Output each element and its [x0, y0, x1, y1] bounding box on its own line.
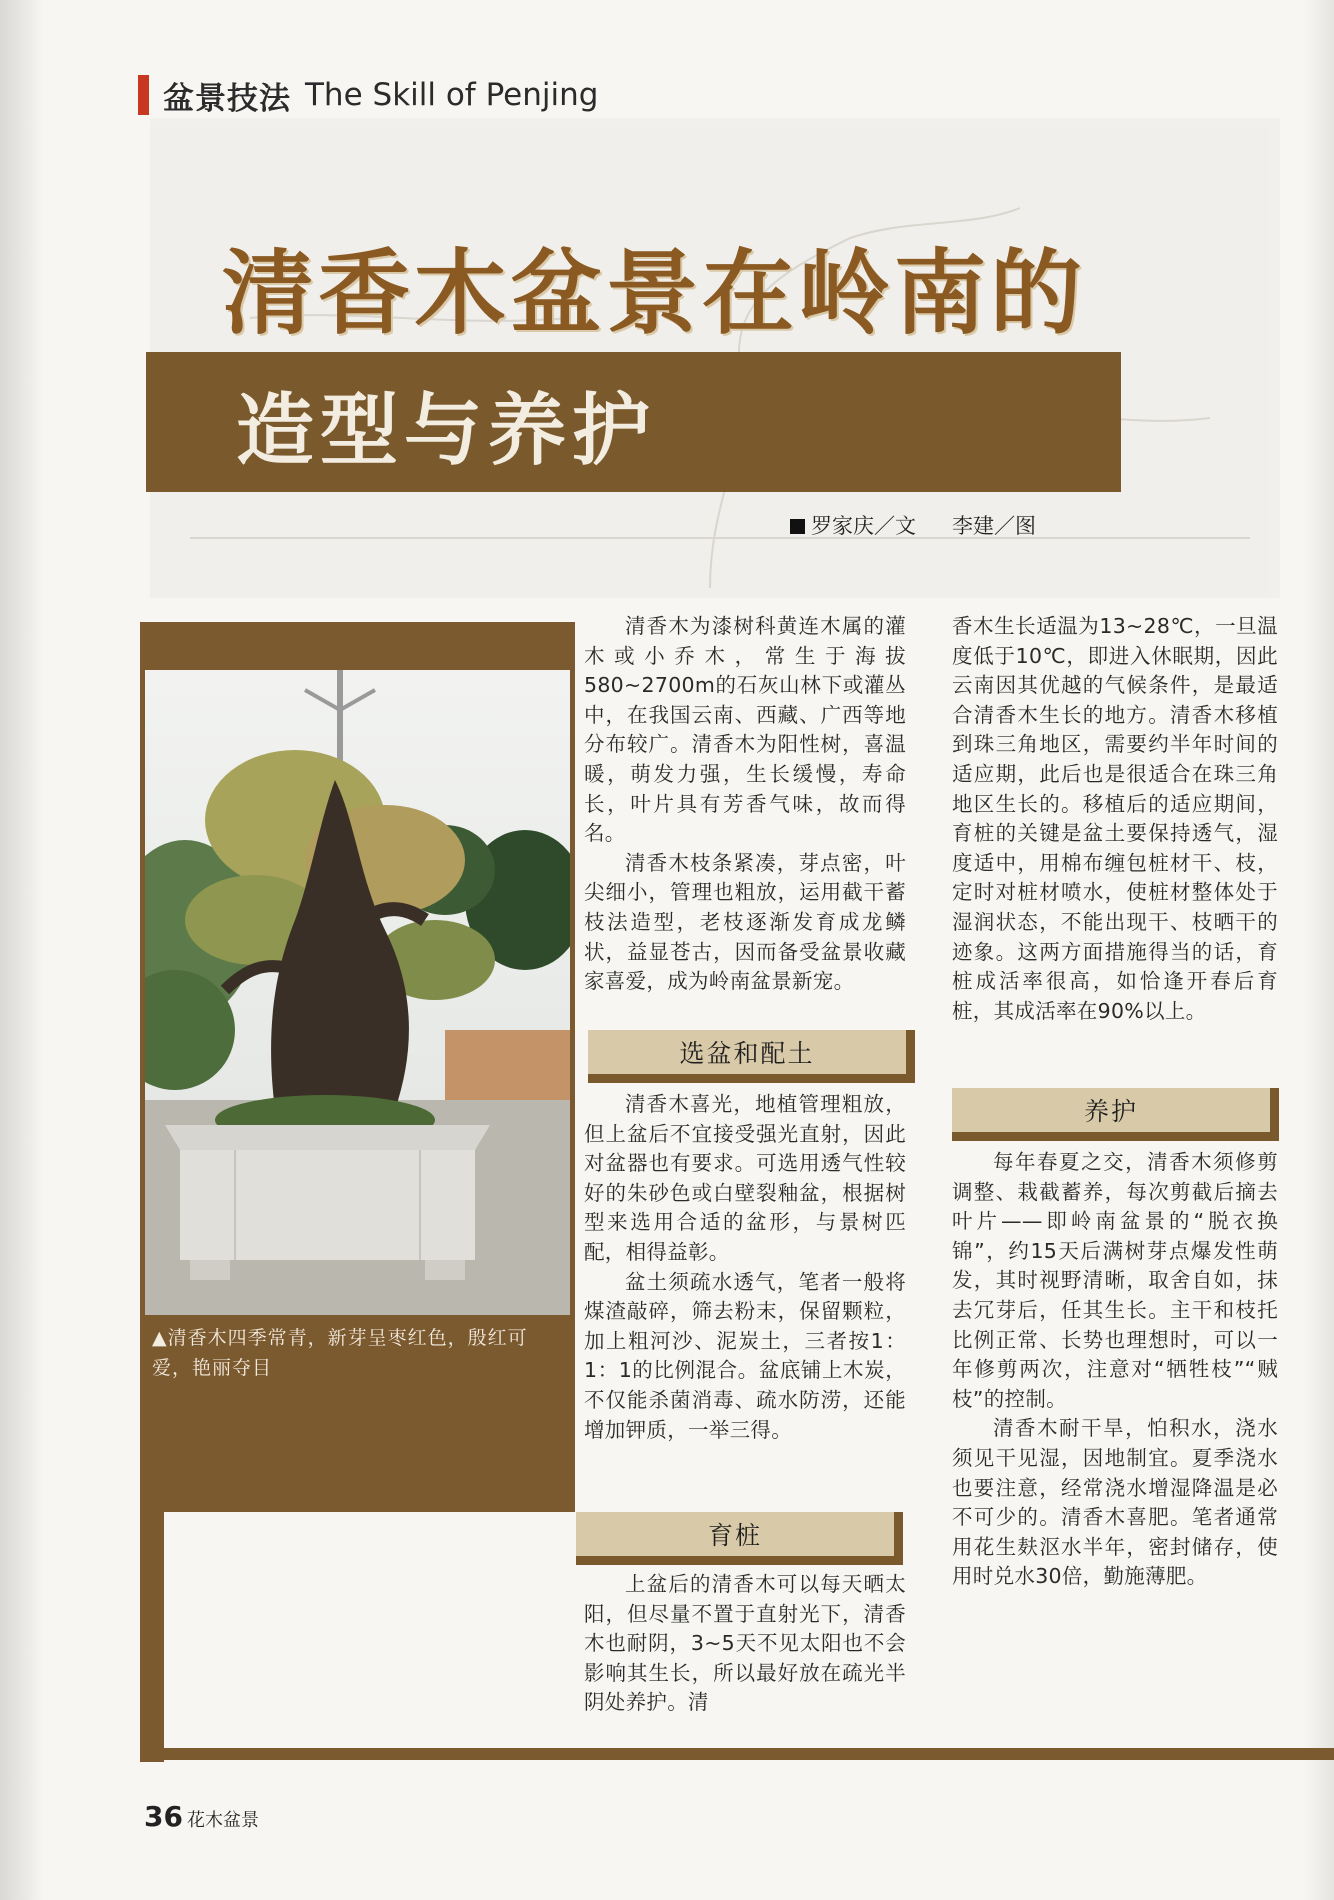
care-text — [952, 1148, 1278, 1592]
magazine-name: 花木盆景 — [186, 1810, 259, 1831]
bottom-rule — [140, 1748, 1334, 1760]
stump-text-continued — [952, 612, 1278, 1026]
intro-text — [584, 612, 906, 997]
page-footer — [144, 1800, 259, 1833]
paragraph: 清香木耐干旱，怕积水，浇水须见干见湿，因地制宜。夏季浇水也要注意，经常浇水增湿降温是必不可少的。清香木喜肥。笔者通常用花生麸沤水半年，密封储存，使用时兑水30倍，勤施薄肥。 — [952, 1416, 1278, 1589]
pot-soil-text — [584, 1090, 906, 1445]
article-title-line2: 造型与养护 — [236, 386, 657, 476]
heading-stump: 育桩 — [576, 1512, 903, 1565]
section-marker-bar — [138, 75, 149, 115]
paragraph: 盆土须疏水透气，笔者一般将煤渣敲碎，筛去粉末，保留颗粒，加上粗河沙、泥炭土，三者按1：1：1的比例混合。盆底铺上木炭，不仅能杀菌消毒、疏水防涝，还能增加钾质，一举三得。 — [584, 1269, 906, 1442]
section-title-cn: 盆景技法 — [163, 80, 291, 117]
page-number: 36 — [144, 1800, 183, 1833]
heading-care: 养护 — [952, 1088, 1279, 1141]
page-gutter-shadow — [0, 0, 44, 1900]
paragraph: 香木生长适温为13~28℃，一旦温度低于10℃，即进入休眠期，因此云南因其优越的气候条件，是最适合清香木生长的地方。清香木移植到珠三角地区，需要约半年时间的适应期，此后也是很适合在珠三角地区生长的。移植后的适应期间，育桩的关键是盆土要保持透气，湿度适中，用棉布缠包桩材干、枝，定时对桩材喷水，使桩材整体处于湿润状态，不能出现干、枝晒干的迹象。这两方面措施得当的话，育桩成活率很高，如恰逢开春后育桩，其成活率在90%以上。 — [952, 614, 1278, 1023]
square-bullet-icon — [790, 519, 805, 534]
paragraph: 清香木喜光，地植管理粗放，但上盆后不宜接受强光直射，因此对盆器也有要求。可选用透气性较好的朱砂色或白壁裂釉盆，根据树型来选用合适的盆形，与景树匹配，相得益彰。 — [584, 1092, 906, 1264]
heading-pot-soil: 选盆和配土 — [588, 1030, 915, 1083]
stump-text — [584, 1570, 906, 1718]
paragraph: 每年春夏之交，清香木须修剪调整、栽截蓄养，每次剪截后摘去叶片——即岭南盆景的“脱衣换锦”，约15天后满树芽点爆发性萌发，其时视野清晰，取舍自如，抹去冗芽后，任其生长。主干和枝托比例正常、长势也理想时，可以一年修剪两次，注意对“牺牲枝”“贼枝”的控制。 — [952, 1150, 1278, 1411]
paragraph: 清香木枝条紧凑，芽点密，叶尖细小，管理也粗放，运用截干蓄枝法造型，老枝逐渐发育成龙鳞状，益显苍古，因而备受盆景收藏家喜爱，成为岭南盆景新宠。 — [584, 850, 906, 994]
photo-caption: ▲清香木四季常青，新芽呈枣红色，殷红可爱，艳丽夺目 — [152, 1327, 528, 1379]
bonsai-photo — [145, 670, 570, 1315]
frame-blank-area — [164, 1512, 575, 1750]
page-right-edge — [1304, 0, 1334, 1900]
byline-author: 罗家庆／文 — [811, 514, 916, 538]
section-header — [138, 72, 598, 118]
paragraph: 上盆后的清香木可以每天晒太阳，但尽量不置于直射光下，清香木也耐阴，3~5天不见太阳也不会影响其生长，所以最好放在疏光半阴处养护。清 — [584, 1572, 906, 1715]
frame-left-bar — [140, 1512, 164, 1762]
article-title-line1: 清香木盆景在岭南的 — [222, 240, 1087, 347]
section-title-en: The Skill of Penjing — [305, 77, 599, 113]
byline — [790, 510, 1036, 540]
paragraph: 清香木为漆树科黄连木属的灌木或小乔木，常生于海拔580~2700m的石灰山林下或灌丛中，在我国云南、西藏、广西等地分布较广。清香木为阳性树，喜温暖，萌发力强，生长缓慢，寿命长，叶片具有芳香气味，故而得名。 — [584, 614, 906, 846]
byline-photographer: 李建／图 — [952, 514, 1036, 538]
